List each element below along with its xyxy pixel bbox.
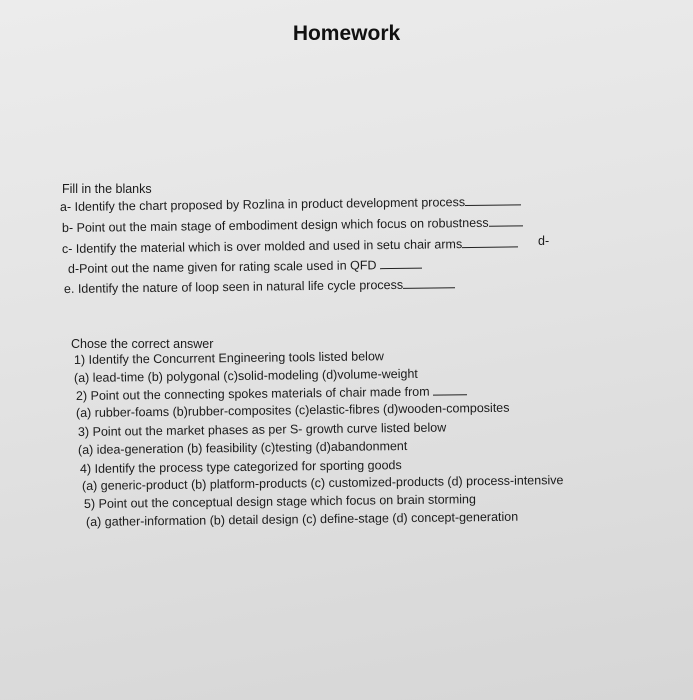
fill-item-c bbox=[62, 236, 518, 256]
fill-item-d bbox=[68, 258, 422, 276]
fill-item-d-text: d-Point out the name given for rating scale used in QFD bbox=[67, 258, 377, 276]
options-1: (a) lead-time (b) polygonal (c)solid-modeling (d)volume-weight bbox=[73, 366, 418, 385]
options-4: (a) generic-product (b) platform-products (c) customized-products (d) process-intensive bbox=[81, 473, 564, 493]
fill-item-e-text: e. Identify the nature of loop seen in natural life cycle process bbox=[63, 277, 404, 296]
fill-item-e bbox=[64, 277, 455, 296]
answer-blank bbox=[433, 393, 467, 395]
options-5: (a) gather-information (b) detail design (c) define-stage (d) concept-generation bbox=[85, 509, 519, 529]
question-3: 3) Point out the market phases as per S- growth curve listed below bbox=[77, 420, 447, 439]
question-5: 5) Point out the conceptual design stage which focus on brain storming bbox=[83, 492, 476, 511]
fill-item-d-stub: d- bbox=[538, 234, 550, 248]
fill-item-a-text: a- Identify the chart proposed by Rozlina in product development process bbox=[59, 195, 466, 214]
question-2 bbox=[76, 384, 467, 403]
fill-item-c-text: c- Identify the material which is over molded and used in setu chair arms bbox=[61, 237, 463, 256]
answer-blank bbox=[380, 267, 422, 270]
answer-blank bbox=[465, 203, 521, 206]
options-2: (a) rubber-foams (b)rubber-composites (c)elastic-fibres (d)wooden-composites bbox=[75, 400, 510, 420]
fill-item-a bbox=[60, 194, 521, 214]
fill-in-heading: Fill in the blanks bbox=[62, 182, 152, 196]
choose-heading: Chose the correct answer bbox=[71, 337, 214, 351]
options-3: (a) idea-generation (b) feasibility (c)testing (d)abandonment bbox=[77, 438, 408, 457]
question-2-text: 2) Point out the connecting spokes materials of chair made from bbox=[75, 384, 430, 403]
answer-blank bbox=[489, 224, 523, 226]
fill-item-b-text: b- Point out the main stage of embodiment design which focus on robustness bbox=[61, 215, 489, 235]
fill-item-b bbox=[62, 215, 523, 235]
answer-blank bbox=[462, 245, 518, 248]
question-1: 1) Identify the Concurrent Engineering tools listed below bbox=[73, 349, 384, 367]
answer-blank bbox=[403, 286, 455, 289]
page-title: Homework bbox=[292, 22, 401, 45]
question-4: 4) Identify the process type categorized for sporting goods bbox=[79, 458, 402, 476]
